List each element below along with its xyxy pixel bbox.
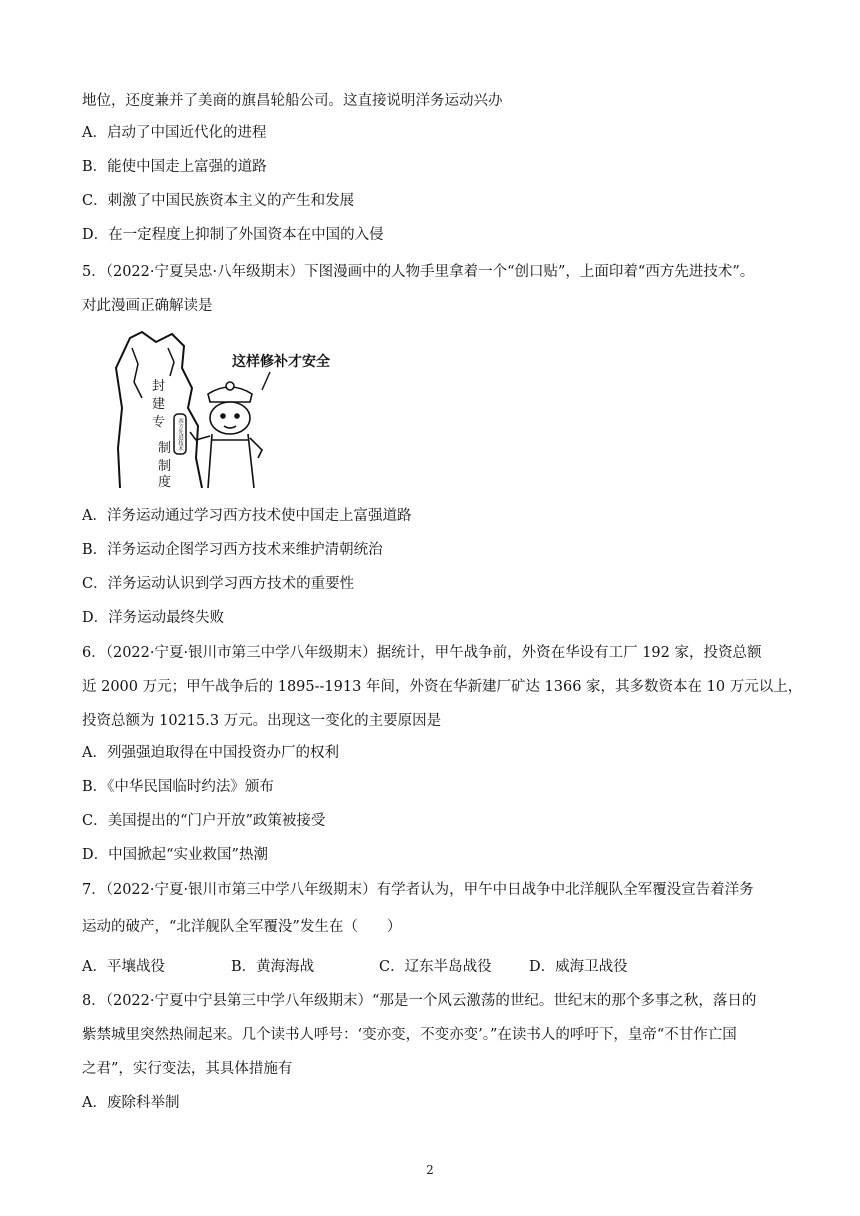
wall-char-2: 建	[152, 397, 166, 412]
q4-option-d: D．在一定程度上抑制了外国资本在中国的入侵	[82, 227, 384, 243]
q8-stem-line2: 紫禁城里突然热闹起来。几个读书人呼号：‘变亦变，不变亦变’。”在读书人的呼吁下，皇帝“不甘作亡国	[82, 1027, 737, 1043]
wall-char-3: 专	[152, 415, 166, 430]
q4-option-b: B．能使中国走上富强的道路	[82, 159, 267, 175]
wall-char-4: 制	[158, 441, 172, 456]
q8-option-a: A．废除科举制	[82, 1095, 180, 1111]
page-number: 2	[426, 1163, 434, 1177]
wall-char-6: 度	[158, 475, 172, 488]
q6-stem-line3: 投资总额为 10215.3 万元。出现这一变化的主要原因是	[82, 713, 442, 729]
q7-option-c: C．辽东半岛战役	[379, 959, 492, 975]
q7-option-b: B．黄海海战	[231, 959, 315, 975]
q5-option-a: A．洋务运动通过学习西方技术使中国走上富强道路	[82, 508, 412, 524]
q6-option-d: D．中国掀起“实业救国”热潮	[82, 847, 268, 863]
q7-stem: 7．（2022·宁夏·银川市第三中学八年级期末）有学者认为，甲午中日战争中北洋舰队全军覆没宣告着洋务	[82, 882, 754, 898]
wall-char-1: 封	[152, 379, 166, 394]
q6-option-c: C．美国提出的“门户开放”政策被接受	[82, 813, 326, 829]
cartoon-illustration	[112, 328, 364, 488]
q5-stem: 5．（2022·宁夏吴忠·八年级期末）下图漫画中的人物手里拿着一个“创口贴”，上面印着“西方先进技术”。	[82, 264, 755, 280]
q8-stem: 8．（2022·宁夏中宁县第三中学八年级期末）“那是一个风云激荡的世纪。世纪末的那个多事之秋，落日的	[82, 993, 757, 1009]
bandaid-label: 西方先进技术	[177, 418, 183, 451]
q5-option-d: D．洋务运动最终失败	[82, 610, 225, 626]
q5-option-c: C．洋务运动认识到学习西方技术的重要性	[82, 576, 355, 592]
bandaid	[174, 414, 186, 454]
q7-option-d: D．威海卫战役	[529, 959, 628, 975]
q6-stem-line2: 近 2000 万元；甲午战争后的 1895--1913 年间，外资在华新建厂矿达 1366 家，其多数资本在 10 万元以上，	[82, 679, 803, 695]
q8-stem-line3: 之君”，实行变法，其具体措施有	[82, 1061, 293, 1077]
q6-stem: 6．（2022·宁夏·银川市第三中学八年级期末）据统计，甲午战争前，外资在华设有工厂 192 家，投资总额	[82, 645, 762, 661]
q4-stem-continued: 地位，还度兼并了美商的旗昌轮船公司。这直接说明洋务运动兴办	[82, 93, 503, 109]
q4-option-a: A．启动了中国近代化的进程	[82, 125, 267, 141]
q6-option-a: A．列强强迫取得在中国投资办厂的权利	[82, 745, 339, 761]
q5-stem-line2: 对此漫画正确解读是	[82, 298, 213, 314]
speech-caption: 这样修补才安全	[232, 354, 330, 370]
official-figure	[190, 382, 262, 488]
q7-option-a: A．平壤战役	[82, 959, 165, 975]
q6-option-b: B．《中华民国临时约法》颁布	[82, 779, 274, 795]
wall-char-5: 制	[158, 459, 172, 474]
q4-option-c: C．刺激了中国民族资本主义的产生和发展	[82, 193, 355, 209]
q7-stem-line2: 运动的破产，“北洋舰队全军覆没”发生在（ ）	[82, 919, 402, 935]
q5-option-b: B．洋务运动企图学习西方技术来维护清朝统治	[82, 542, 383, 558]
